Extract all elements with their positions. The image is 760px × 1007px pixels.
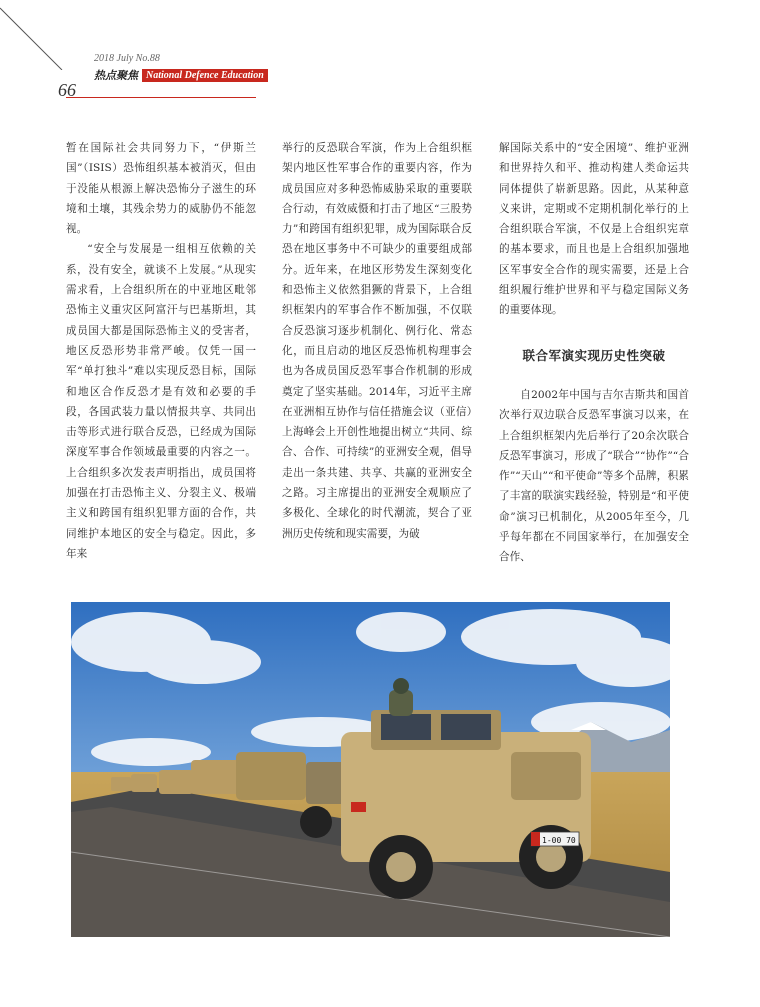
header-rule: [66, 97, 256, 98]
issue-label: 2018 July No.88: [94, 53, 160, 64]
paragraph: 自2002年中国与吉尔吉斯共和国首次举行双边联合反恐军事演习以来，在上合组织框架内先后举行了20余次联合反恐军事演习，形成了“联合”“协作”“合作”“天山”“和平使命”等多个品牌，积累了丰富的联演实践经验，特别是“和平使命”演习已机制化，从2005年至今，几乎每年都在不同国家举行，在加强安全合作、: [499, 388, 689, 564]
section-subheading: 联合军演实现历史性突破: [522, 347, 666, 363]
article-photo: [71, 602, 670, 937]
paragraph: 举行的反恐联合军演，作为上合组织框架内地区性军事合作的重要内容，作为成员国应对多种恐怖威胁采取的重要联合行动，有效威慑和打击了地区“三股势力”和跨国有组织犯罪，成为国际联合反恐在地区事务中不可缺少的重要组成部分。近年来，在地区形势发生深刻变化和恐怖主义依然猖獗的背景下，上合组织框架内的军事合作不断加强，不仅联合反恐演习逐步机制化、例行化、常态化，而且启动的地区反恐怖机构理事会也为各成员国反恐军事合作机制的形成奠定了坚实基础。2014年，习近平主席在亚洲相互协作与信任措施会议（亚信）上海峰会上开创性地提出树立“共同、综合、合作、可持续”的亚洲安全观，倡导走出一条共建、共享、共赢的亚洲安全之路。习主席提出的亚洲安全观顺应了多极化、全球化的时代潮流，契合了亚洲历史传统和现实需要，为破: [282, 142, 472, 540]
section-title-cn: 热点聚焦: [94, 69, 138, 82]
page-corner-decoration: [0, 0, 70, 70]
section-title-en: National Defence Education: [142, 69, 268, 82]
article-column-3: [499, 138, 689, 568]
page-header: [94, 53, 268, 83]
article-column-1: [66, 138, 256, 564]
military-convoy-photo: [71, 602, 670, 937]
article-column-2: [282, 138, 472, 544]
paragraph: “安全与发展是一组相互依赖的关系，没有安全，就谈不上发展。”从现实需求看，上合组织所在的中亚地区毗邻恐怖主义重灾区阿富汗与巴基斯坦，其成员国大都是国际恐怖主义的受害者，地区反恐形势非常严峻。仅凭一国一军“单打独斗”难以实现反恐目标，国际和地区合作反恐才是有效和必要的手段，各国武装力量以情报共享、共同出击等形式进行联合反恐，已经成为国际深度军事合作领域最重要的内容之一。上合组织多次发表声明指出，成员国将加强在打击恐怖主义、分裂主义、极端主义和跨国有组织犯罪方面的合作，共同维护本地区的安全与稳定。因此，多年来: [66, 243, 256, 560]
page-number: 66: [58, 80, 76, 100]
license-plate: 1-00 70: [542, 836, 576, 845]
section-label: [94, 67, 268, 83]
paragraph: 暂在国际社会共同努力下，“伊斯兰国”（ISIS）恐怖组织基本被消灭，但由于没能从根源上解决恐怖分子滋生的环境和土壤，其残余势力的威胁仍不能忽视。: [66, 142, 256, 236]
paragraph: 解国际关系中的“安全困境”、维护亚洲和世界持久和平、推动构建人类命运共同体提供了崭新思路。因此，从某种意义来讲，定期或不定期机制化举行的上合组织联合军演，不仅是上合组织宪章的基本要求，而且也是上合组织加强地区军事安全合作的现实需要，还是上合组织履行维护世界和平与稳定国际义务的重要体现。: [499, 142, 689, 317]
